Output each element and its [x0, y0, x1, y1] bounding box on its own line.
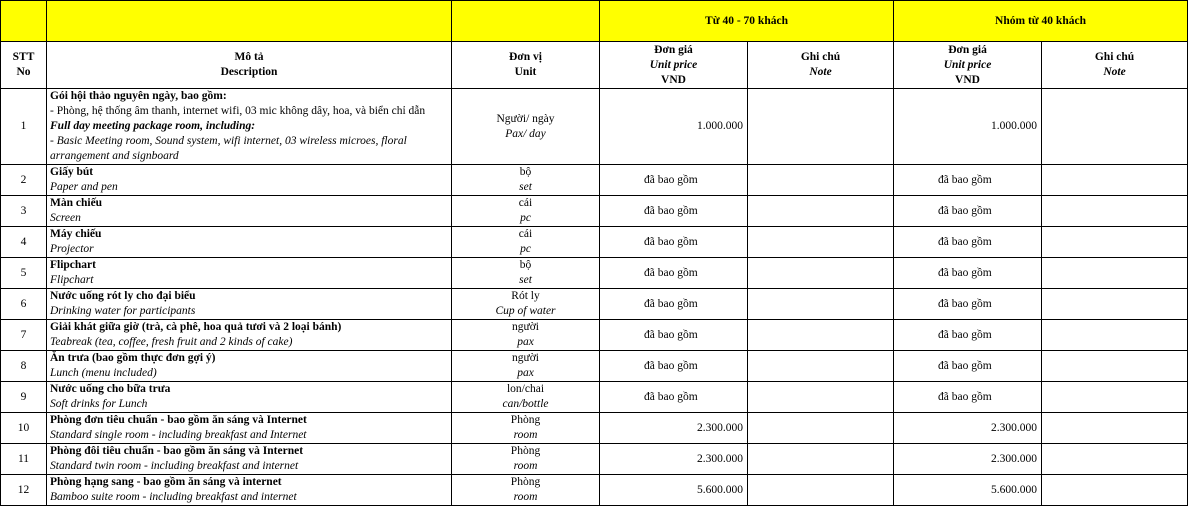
row-number: 5: [1, 258, 47, 289]
row-description: Phòng đơn tiêu chuẩn - bao gồm ăn sáng và Internet Standard single room - including breakfast and Internet: [47, 413, 452, 444]
empty-cell: [47, 1, 452, 42]
row-price-1: đã bao gồm: [600, 320, 748, 351]
row-price-2: đã bao gồm: [894, 165, 1042, 196]
table-row: [1, 165, 1188, 196]
row-note-2: [1042, 258, 1188, 289]
row-price-2: đã bao gồm: [894, 227, 1042, 258]
row-note-1: [748, 444, 894, 475]
row-number: 12: [1, 475, 47, 506]
row-note-1: [748, 89, 894, 165]
row-price-1: đã bao gồm: [600, 196, 748, 227]
row-note-2: [1042, 289, 1188, 320]
group-header-row: [1, 1, 1188, 42]
row-note-2: [1042, 320, 1188, 351]
table-row: [1, 258, 1188, 289]
row-number: 6: [1, 289, 47, 320]
empty-cell: [452, 1, 600, 42]
row-unit: Người/ ngày Pax/ day: [452, 89, 600, 165]
row-price-1: đã bao gồm: [600, 351, 748, 382]
table-row: [1, 413, 1188, 444]
row-description: Flipchart Flipchart: [47, 258, 452, 289]
table-row: [1, 444, 1188, 475]
row-unit: Rót ly Cup of water: [452, 289, 600, 320]
row-number: 4: [1, 227, 47, 258]
row-description: Gói hội thảo nguyên ngày, bao gồm: - Phòng, hệ thống âm thanh, internet wifi, 03 mic không dây, hoa, và biển chỉ dẫn Full day meeting package room, including: - Basic Meeting room, Sound system, wifi internet, 03 wireless microes, floral arrangement and signboard: [47, 89, 452, 165]
row-number: 2: [1, 165, 47, 196]
price-header-2: Đơn giá Unit price VND: [894, 42, 1042, 89]
row-price-2: đã bao gồm: [894, 351, 1042, 382]
row-price-2: 2.300.000: [894, 413, 1042, 444]
row-number: 8: [1, 351, 47, 382]
row-number: 7: [1, 320, 47, 351]
row-unit: Phòng room: [452, 444, 600, 475]
row-price-1: 1.000.000: [600, 89, 748, 165]
row-note-1: [748, 382, 894, 413]
row-price-2: 1.000.000: [894, 89, 1042, 165]
row-price-2: 5.600.000: [894, 475, 1042, 506]
row-price-1: đã bao gồm: [600, 258, 748, 289]
row-unit: người pax: [452, 320, 600, 351]
empty-cell: [1, 1, 47, 42]
row-description: Nước uống rót ly cho đại biểu Drinking water for participants: [47, 289, 452, 320]
group-header-40: Nhóm từ 40 khách: [894, 1, 1188, 42]
row-unit: cái pc: [452, 227, 600, 258]
row-description: Giải khát giữa giờ (trà, cà phê, hoa quả tươi và 2 loại bánh) Teabreak (tea, coffee, fresh fruit and 2 kinds of cake): [47, 320, 452, 351]
price-header-1: Đơn giá Unit price VND: [600, 42, 748, 89]
row-price-1: 5.600.000: [600, 475, 748, 506]
table-row: [1, 227, 1188, 258]
row-unit: người pax: [452, 351, 600, 382]
row-price-2: đã bao gồm: [894, 258, 1042, 289]
stt-header: STT No: [1, 42, 47, 89]
description-header: Mô tả Description: [47, 42, 452, 89]
row-note-1: [748, 320, 894, 351]
table-row: [1, 382, 1188, 413]
row-description: Phòng hạng sang - bao gồm ăn sáng và internet Bamboo suite room - including breakfast and internet: [47, 475, 452, 506]
row-note-2: [1042, 227, 1188, 258]
row-note-2: [1042, 413, 1188, 444]
row-price-1: 2.300.000: [600, 413, 748, 444]
row-note-2: [1042, 382, 1188, 413]
row-note-1: [748, 227, 894, 258]
row-description: Phòng đôi tiêu chuẩn - bao gồm ăn sáng và Internet Standard twin room - including breakfast and internet: [47, 444, 452, 475]
row-note-2: [1042, 444, 1188, 475]
row-note-1: [748, 413, 894, 444]
row-note-1: [748, 258, 894, 289]
row-price-2: đã bao gồm: [894, 382, 1042, 413]
table-row: [1, 475, 1188, 506]
row-price-2: đã bao gồm: [894, 289, 1042, 320]
row-unit: bộ set: [452, 258, 600, 289]
row-note-2: [1042, 196, 1188, 227]
row-price-1: 2.300.000: [600, 444, 748, 475]
table-row: [1, 196, 1188, 227]
row-number: 3: [1, 196, 47, 227]
row-note-1: [748, 196, 894, 227]
row-note-2: [1042, 351, 1188, 382]
row-unit: cái pc: [452, 196, 600, 227]
row-note-1: [748, 351, 894, 382]
row-description: Màn chiếu Screen: [47, 196, 452, 227]
row-price-2: đã bao gồm: [894, 320, 1042, 351]
row-unit: bộ set: [452, 165, 600, 196]
row-note-2: [1042, 89, 1188, 165]
row-note-2: [1042, 165, 1188, 196]
row-unit: Phòng room: [452, 475, 600, 506]
row-price-1: đã bao gồm: [600, 227, 748, 258]
row-description: Giấy bút Paper and pen: [47, 165, 452, 196]
table-row: [1, 89, 1188, 165]
column-header-row: [1, 42, 1188, 89]
row-price-1: đã bao gồm: [600, 289, 748, 320]
group-header-40-70: Từ 40 - 70 khách: [600, 1, 894, 42]
row-description: Máy chiếu Projector: [47, 227, 452, 258]
row-number: 1: [1, 89, 47, 165]
row-description: Ăn trưa (bao gồm thực đơn gợi ý) Lunch (menu included): [47, 351, 452, 382]
row-unit: lon/chai can/bottle: [452, 382, 600, 413]
row-note-1: [748, 289, 894, 320]
row-price-1: đã bao gồm: [600, 165, 748, 196]
unit-header: Đơn vị Unit: [452, 42, 600, 89]
note-header-1: Ghi chú Note: [748, 42, 894, 89]
row-note-1: [748, 475, 894, 506]
row-price-1: đã bao gồm: [600, 382, 748, 413]
note-header-2: Ghi chú Note: [1042, 42, 1188, 89]
table-row: [1, 289, 1188, 320]
row-description: Nước uống cho bữa trưa Soft drinks for Lunch: [47, 382, 452, 413]
row-note-1: [748, 165, 894, 196]
row-number: 9: [1, 382, 47, 413]
row-note-2: [1042, 475, 1188, 506]
row-number: 11: [1, 444, 47, 475]
table-row: [1, 320, 1188, 351]
table-row: [1, 351, 1188, 382]
row-unit: Phòng room: [452, 413, 600, 444]
row-price-2: đã bao gồm: [894, 196, 1042, 227]
row-price-2: 2.300.000: [894, 444, 1042, 475]
row-number: 10: [1, 413, 47, 444]
